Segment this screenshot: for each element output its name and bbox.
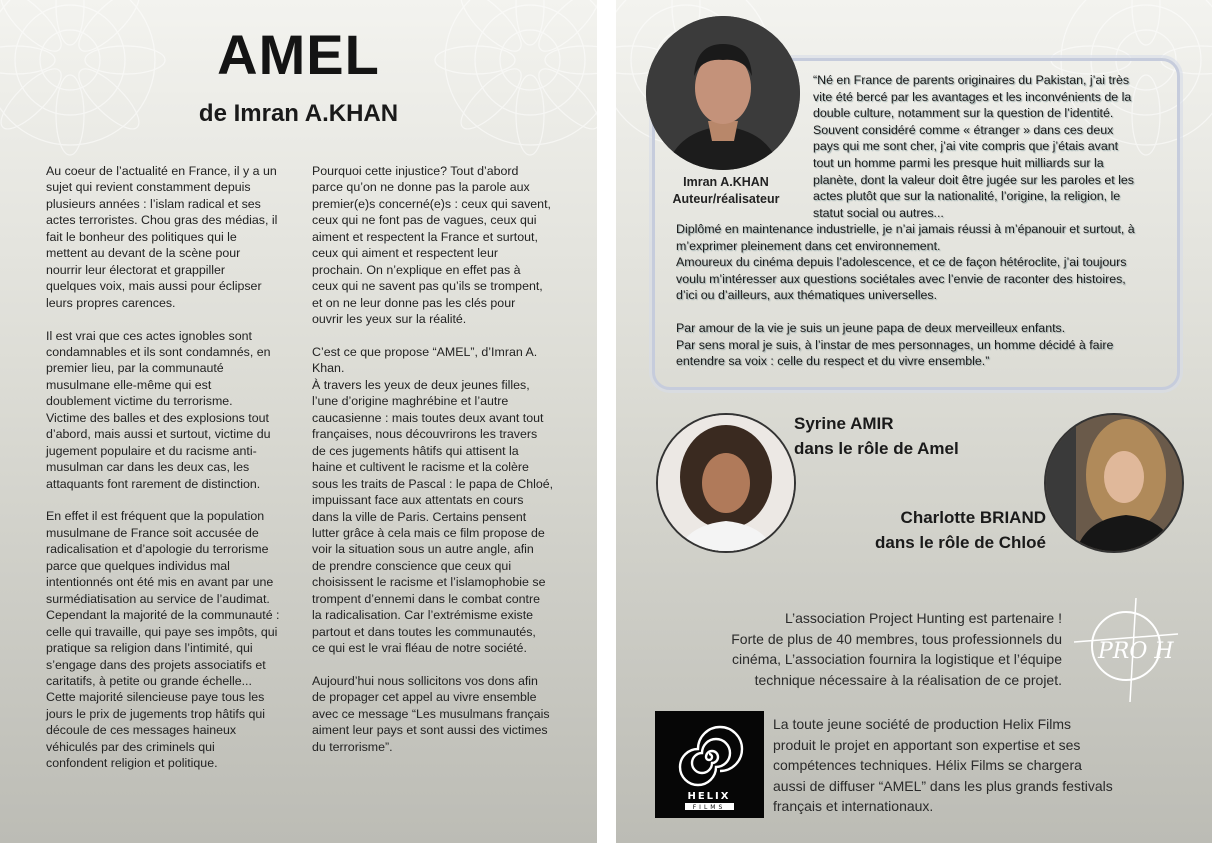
paragraph: Pourquoi cette injustice? Tout d’abord parce qu’on ne donne pas la parole aux premier(e)s concerné(e)s : ceux qui savent, ceux qui ne font pas de vagues, ceux qui aiment et respectent la France et surtout, ceux qui aiment et respectent leur prochain. On n’explique en effet pas à ceux qui ne savent pas qu’ils se trompent, et on ne leur donne pas les clés pour ouvrir les yeux sur la réalité.	[312, 164, 551, 327]
text-column-1	[46, 163, 282, 788]
film-title: AMEL	[217, 23, 380, 86]
portrait-silhouette-icon	[1046, 415, 1182, 551]
author-photo	[646, 16, 800, 170]
film-author-subtitle: de Imran A.KHAN	[198, 100, 399, 127]
helix-logo-sub: FILMS	[692, 804, 726, 811]
helix-logo-word: HELIX	[687, 791, 731, 802]
syrine-photo	[656, 413, 796, 553]
syrine-role-label: Syrine AMIR dans le rôle de Amel	[794, 414, 959, 458]
paragraph: Au coeur de l’actualité en France, il y a un sujet qui revient constamment depuis plusieurs années : l’islam radical et ses actes terroristes. Chou gras des médias, il fait le bonheur des politiques qui le mettent au devant de la scène pour nourrir leur électorat et grappiller quelques voix, mais aussi pour éclipser leurs propres carences.	[46, 164, 278, 310]
portrait-silhouette-icon	[646, 16, 800, 170]
bio-paragraph: Diplômé en maintenance industrielle, je n’ai jamais réussi à m’épanouir et surtout, à m’exprimer pleinement dans cet environnement. Amoureux du cinéma depuis l’adolescence, et ce de façon hétéroclite, j’ai toujours voulu m’intéresser aux questions sociétales avec l’envie de raconter des histoires, d’ici ou d’ailleurs, aux thématiques universelles.	[676, 222, 1135, 302]
paragraph: C’est ce que propose “AMEL”, d’Imran A. Khan. À travers les yeux de deux jeunes filles, l’une d’origine maghrébine et l’autre caucasienne : mais toutes deux avant tout françaises, nous découvrirons les travers de ces jugements hâtifs qui attisent la haine et cultivent le racisme et la colère sous les traits de Pascal : le papa de Chloé, impuissant face aux attentats en cours dans la ville de Paris. Certains pensent lutter grâce à cela mais ce film propose de voir la situation sous un autre angle, afin de prendre conscience que ceux qui choisissent le racisme et l’islamophobie se trompent d’ennemi dans le combat contre la radicalisation. Car l’extrémisme existe partout et dans toutes les communautés, ce qui est le vrai fléau de notre société.	[312, 344, 554, 656]
charlotte-photo	[1044, 413, 1184, 553]
helix-films-logo	[655, 711, 764, 818]
portrait-silhouette-icon	[658, 415, 794, 551]
paragraph: Aujourd’hui nous sollicitons vos dons afin de propager cet appel au vivre ensemble avec ce message “Les musulmans français aiment leur pays et sont aussi des victimes du terrorisme”.	[312, 674, 550, 754]
author-caption: Imran A.KHAN Auteur/réalisateur	[672, 175, 780, 206]
helix-spiral-icon	[655, 711, 764, 818]
text-column-2	[312, 163, 554, 772]
helix-films-description: La toute jeune société de production Helix Films produit le projet en apportant son expertise et ses compétences techniques. Hélix Films se chargera aussi de diffuser “AMEL” dans les plus grands festivals français et internationaux.	[773, 716, 1113, 814]
paragraph: Il est vrai que ces actes ignobles sont condamnables et ils sont condamnés, en premier lieu, par la communauté musulmane elle-même qui est doublement victime du terrorisme. Victime des balles et des explosions tout d’abord, mais aussi et surtout, victime du jugement populaire et du racisme anti- musulman car dans les deux cas, les attaquants font rarement de distinction.	[46, 328, 271, 491]
charlotte-role-label: Charlotte BRIAND dans le rôle de Chloé	[875, 508, 1046, 552]
association-description: L’association Project Hunting est partenaire ! Forte de plus de 40 membres, tous professionnels du cinéma, L’association fournira la logistique et l’équipe technique nécessaire à la réalisation de ce projet.	[731, 610, 1062, 688]
bio-paragraph: Par amour de la vie je suis un jeune papa de deux merveilleux enfants. Par sens moral je suis, à l’instar de mes personnages, un homme décidé à faire entendre sa voix : celle du respect et du vivre ensemble.”	[676, 321, 1114, 368]
author-quote: “Né en France de parents originaires du Pakistan, j’ai très vite été bercé par les avantages et les inconvénients de la double culture, notamment sur la question de l’identité. Souvent considéré comme « étranger » dans ces deux pays qui me sont cher, j’ai vite compris que j’étais avant tout un homme parmi les presque huit milliards sur la planète, dont la valeur doit être jugée sur les paroles et les actes plutôt que sur la nationalité, l’origine, la religion, le statut social ou autres...	[813, 73, 1134, 220]
project-hunting-logo	[1074, 596, 1180, 704]
author-bio	[676, 221, 1156, 386]
left-page	[0, 0, 597, 843]
project-hunting-logo-text: PRO H	[1098, 639, 1174, 664]
right-page	[616, 0, 1212, 843]
paragraph: En effet il est fréquent que la population musulmane de France soit accusée de radicalisation et d’apologie du terrorisme parce que quelques individus mal intentionnés ont été mis en avant par une surmédiatisation au service de l’audimat. Cependant la majorité de la communauté : celle qui travaille, qui paye ses impôts, qui pratique sa religion dans l’intimité, qui s’engage dans des projets associatifs et caritatifs, à petite ou grande échelle... Cette majorité silencieuse paye tous les jours le prix de jugements trop hâtifs qui découle de ces messages haineux véhiculés par des criminels qui confondent religion et politique.	[46, 509, 280, 771]
